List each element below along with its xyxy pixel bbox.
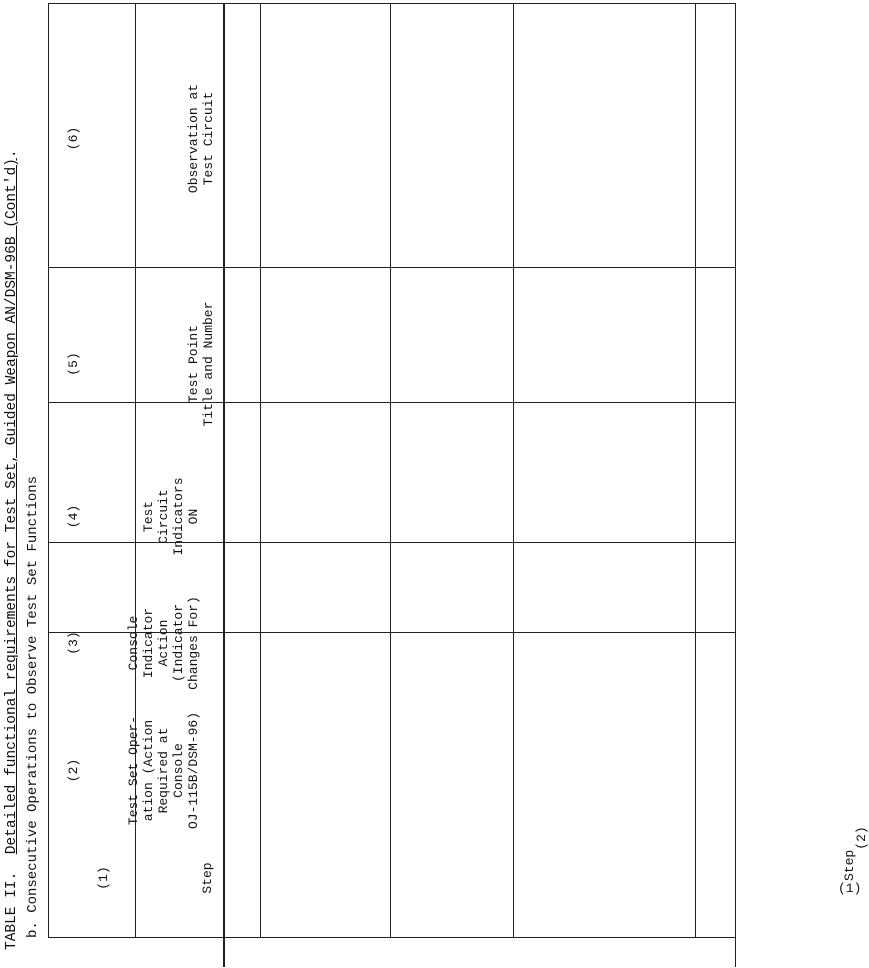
header-col-1-num: (1) bbox=[838, 881, 862, 896]
rule-header-bottom bbox=[223, 3, 225, 967]
table-caption: Detailed functional requirements for Test Set, Guided Weapon AN/DSM-96B (Cont'd) bbox=[4, 158, 20, 855]
header-col-3-text: Console Indicator Action (Indicator Changes For) bbox=[126, 596, 201, 690]
header-col-2-text: Test Set Oper- ation (Action Required at Console OJ-115B/DSM-96) bbox=[126, 711, 201, 830]
header-col-6-number: (6) bbox=[66, 126, 81, 151]
header-col-1-text: Step bbox=[200, 862, 215, 894]
header-col-4-text: Test Circuit Indicators ON bbox=[141, 477, 201, 556]
rule-row-14 bbox=[48, 402, 735, 403]
header-col-5-text: Test Point Title and Number bbox=[186, 301, 216, 427]
table-caption-period: . bbox=[4, 149, 20, 159]
header-col-6-text: Observation at Test Circuit bbox=[186, 83, 216, 194]
rule-col-4 bbox=[513, 3, 514, 938]
rule-top bbox=[48, 3, 49, 938]
table-number: TABLE II. bbox=[4, 871, 20, 950]
header-col-1-number: (1) bbox=[96, 866, 111, 890]
section-heading: b. Consecutive Operations to Observe Test Set Functions bbox=[25, 475, 41, 938]
header-col-4-number: (4) bbox=[66, 504, 81, 529]
header-col-5-number: (5) bbox=[66, 352, 81, 376]
table-title bbox=[4, 149, 20, 950]
header-col-2-number: (2) bbox=[66, 758, 81, 783]
header-col-1-label: Step bbox=[842, 849, 857, 881]
rule-row-13 bbox=[48, 267, 735, 268]
header-col-3-number: (3) bbox=[66, 631, 81, 655]
rule-left bbox=[48, 937, 735, 938]
rule-right bbox=[48, 3, 735, 4]
rule-col-3 bbox=[390, 3, 391, 938]
rule-bottom bbox=[735, 3, 736, 967]
rule-col-2 bbox=[260, 3, 261, 938]
header-col-2-num: (2) bbox=[854, 826, 869, 850]
rule-col-5 bbox=[695, 3, 696, 938]
